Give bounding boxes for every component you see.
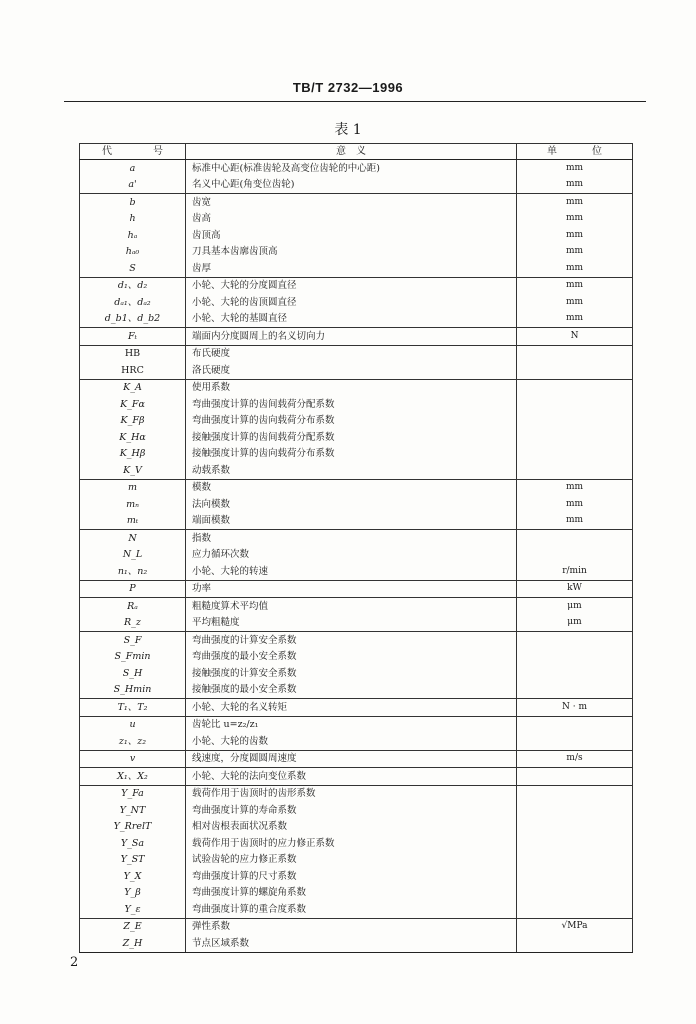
unit-cell bbox=[517, 530, 633, 547]
table-row bbox=[80, 479, 633, 496]
symbol-cell: u bbox=[80, 716, 186, 733]
unit-cell bbox=[517, 901, 633, 918]
symbol-cell: z₁、z₂ bbox=[80, 733, 186, 750]
unit-cell bbox=[517, 345, 633, 362]
unit-cell: mm bbox=[517, 496, 633, 513]
unit-cell: mm bbox=[517, 177, 633, 194]
symbol-cell: S bbox=[80, 260, 186, 277]
symbol-cell: a bbox=[80, 160, 186, 177]
column-header-symbol: 代 号 bbox=[80, 144, 186, 160]
unit-cell bbox=[517, 868, 633, 885]
meaning-cell: 动载系数 bbox=[186, 462, 517, 479]
table-row bbox=[80, 328, 633, 346]
table-row bbox=[80, 379, 633, 396]
meaning-cell: 相对齿根表面状况系数 bbox=[186, 819, 517, 836]
table-row bbox=[80, 177, 633, 194]
unit-cell: mm bbox=[517, 294, 633, 311]
symbol-cell: S_H bbox=[80, 665, 186, 682]
symbol-table bbox=[79, 143, 633, 953]
symbol-cell: S_F bbox=[80, 632, 186, 649]
meaning-cell: 刀具基本齿廓齿顶高 bbox=[186, 244, 517, 261]
meaning-cell: 接触强度的最小安全系数 bbox=[186, 682, 517, 699]
table-row bbox=[80, 885, 633, 902]
unit-cell bbox=[517, 413, 633, 430]
symbol-cell: K_Hα bbox=[80, 429, 186, 446]
table-row bbox=[80, 598, 633, 615]
symbol-cell: Y_RrelT bbox=[80, 819, 186, 836]
table-row bbox=[80, 362, 633, 379]
unit-cell bbox=[517, 665, 633, 682]
unit-cell bbox=[517, 785, 633, 802]
table-row bbox=[80, 311, 633, 328]
meaning-cell: 接触强度计算的齿向载荷分布系数 bbox=[186, 446, 517, 463]
meaning-cell: 弯曲强度计算的螺旋角系数 bbox=[186, 885, 517, 902]
unit-cell: mm bbox=[517, 194, 633, 211]
column-header-unit: 单 位 bbox=[517, 144, 633, 160]
symbol-cell: R_z bbox=[80, 615, 186, 632]
unit-cell: μm bbox=[517, 598, 633, 615]
unit-cell: mm bbox=[517, 160, 633, 177]
table-row bbox=[80, 211, 633, 228]
meaning-cell: 试验齿轮的应力修正系数 bbox=[186, 852, 517, 869]
meaning-cell: 小轮、大轮的法向变位系数 bbox=[186, 768, 517, 786]
unit-cell bbox=[517, 462, 633, 479]
unit-cell bbox=[517, 396, 633, 413]
symbol-cell: K_Fβ bbox=[80, 413, 186, 430]
symbol-cell: HRC bbox=[80, 362, 186, 379]
unit-cell: mm bbox=[517, 513, 633, 530]
meaning-cell: 弹性系数 bbox=[186, 918, 517, 935]
symbol-cell: X₁、X₂ bbox=[80, 768, 186, 786]
unit-cell bbox=[517, 819, 633, 836]
meaning-cell: 齿轮比 u=z₂/z₁ bbox=[186, 716, 517, 733]
symbol-cell: N_L bbox=[80, 547, 186, 564]
meaning-cell: 模数 bbox=[186, 479, 517, 496]
symbol-cell: Z_E bbox=[80, 918, 186, 935]
unit-cell bbox=[517, 835, 633, 852]
symbol-cell: d_b1、d_b2 bbox=[80, 311, 186, 328]
symbol-cell: mₙ bbox=[80, 496, 186, 513]
symbol-cell: Y_Fa bbox=[80, 785, 186, 802]
symbol-cell: n₁、n₂ bbox=[80, 563, 186, 580]
header-rule bbox=[64, 101, 646, 102]
unit-cell bbox=[517, 682, 633, 699]
table-row bbox=[80, 227, 633, 244]
table-row bbox=[80, 632, 633, 649]
symbol-cell: P bbox=[80, 580, 186, 598]
table-row bbox=[80, 750, 633, 768]
symbol-cell: K_Hβ bbox=[80, 446, 186, 463]
meaning-cell: 载荷作用于齿顶时的应力修正系数 bbox=[186, 835, 517, 852]
meaning-cell: 标准中心距(标准齿轮及高变位齿轮的中心距) bbox=[186, 160, 517, 177]
table-row bbox=[80, 513, 633, 530]
table-row bbox=[80, 462, 633, 479]
unit-cell: √MPa bbox=[517, 918, 633, 935]
meaning-cell: 小轮、大轮的转速 bbox=[186, 563, 517, 580]
table-row bbox=[80, 868, 633, 885]
symbol-cell: N bbox=[80, 530, 186, 547]
unit-cell bbox=[517, 429, 633, 446]
page-number: 2 bbox=[70, 955, 79, 970]
meaning-cell: 弯曲强度计算的尺寸系数 bbox=[186, 868, 517, 885]
unit-cell: m/s bbox=[517, 750, 633, 768]
unit-cell: μm bbox=[517, 615, 633, 632]
table-row bbox=[80, 413, 633, 430]
table-row bbox=[80, 918, 633, 935]
meaning-cell: 齿顶高 bbox=[186, 227, 517, 244]
unit-cell: mm bbox=[517, 260, 633, 277]
table-row bbox=[80, 935, 633, 952]
unit-cell bbox=[517, 733, 633, 750]
unit-cell: N bbox=[517, 328, 633, 346]
symbol-cell: K_A bbox=[80, 379, 186, 396]
unit-cell bbox=[517, 885, 633, 902]
symbol-cell: hₐ₀ bbox=[80, 244, 186, 261]
meaning-cell: 法向模数 bbox=[186, 496, 517, 513]
table-row bbox=[80, 345, 633, 362]
standard-code: TB/T 2732—1996 bbox=[292, 80, 404, 95]
unit-cell bbox=[517, 362, 633, 379]
unit-cell: mm bbox=[517, 227, 633, 244]
meaning-cell: 载荷作用于齿顶时的齿形系数 bbox=[186, 785, 517, 802]
meaning-cell: 弯曲强度计算的齿间载荷分配系数 bbox=[186, 396, 517, 413]
meaning-cell: 使用系数 bbox=[186, 379, 517, 396]
unit-cell: kW bbox=[517, 580, 633, 598]
table-row bbox=[80, 429, 633, 446]
meaning-cell: 布氏硬度 bbox=[186, 345, 517, 362]
symbol-cell: K_V bbox=[80, 462, 186, 479]
symbol-cell: Y_Sa bbox=[80, 835, 186, 852]
unit-cell: mm bbox=[517, 311, 633, 328]
table-row bbox=[80, 649, 633, 666]
table-row bbox=[80, 294, 633, 311]
symbol-cell: Y_NT bbox=[80, 802, 186, 819]
symbol-cell: K_Fα bbox=[80, 396, 186, 413]
unit-cell bbox=[517, 802, 633, 819]
unit-cell: mm bbox=[517, 277, 633, 294]
table-row bbox=[80, 496, 633, 513]
unit-cell bbox=[517, 768, 633, 786]
table-row bbox=[80, 716, 633, 733]
meaning-cell: 齿厚 bbox=[186, 260, 517, 277]
symbol-cell: b bbox=[80, 194, 186, 211]
unit-cell bbox=[517, 547, 633, 564]
table-row bbox=[80, 785, 633, 802]
meaning-cell: 齿宽 bbox=[186, 194, 517, 211]
unit-cell bbox=[517, 632, 633, 649]
meaning-cell: 弯曲强度计算的重合度系数 bbox=[186, 901, 517, 918]
meaning-cell: 应力循环次数 bbox=[186, 547, 517, 564]
table-row bbox=[80, 563, 633, 580]
table-caption: 表 1 bbox=[334, 122, 362, 138]
meaning-cell: 弯曲强度计算的寿命系数 bbox=[186, 802, 517, 819]
symbol-cell: Y_ST bbox=[80, 852, 186, 869]
table-row bbox=[80, 901, 633, 918]
meaning-cell: 小轮、大轮的齿数 bbox=[186, 733, 517, 750]
meaning-cell: 线速度，分度圆圆周速度 bbox=[186, 750, 517, 768]
meaning-cell: 齿高 bbox=[186, 211, 517, 228]
symbol-cell: Y_X bbox=[80, 868, 186, 885]
meaning-cell: 端面内分度圆周上的名义切向力 bbox=[186, 328, 517, 346]
meaning-cell: 平均粗糙度 bbox=[186, 615, 517, 632]
table-row bbox=[80, 835, 633, 852]
unit-cell: N · m bbox=[517, 699, 633, 717]
meaning-cell: 接触强度计算的齿间载荷分配系数 bbox=[186, 429, 517, 446]
meaning-cell: 接触强度的计算安全系数 bbox=[186, 665, 517, 682]
symbol-cell: dₐ₁、dₐ₂ bbox=[80, 294, 186, 311]
unit-cell: mm bbox=[517, 244, 633, 261]
symbol-cell: Fₜ bbox=[80, 328, 186, 346]
meaning-cell: 小轮、大轮的基圆直径 bbox=[186, 311, 517, 328]
unit-cell bbox=[517, 935, 633, 952]
symbol-cell: m bbox=[80, 479, 186, 496]
table-row bbox=[80, 699, 633, 717]
meaning-cell: 功率 bbox=[186, 580, 517, 598]
table-row bbox=[80, 194, 633, 211]
meaning-cell: 节点区域系数 bbox=[186, 935, 517, 952]
table-row bbox=[80, 768, 633, 786]
unit-cell bbox=[517, 852, 633, 869]
unit-cell bbox=[517, 379, 633, 396]
table-row bbox=[80, 852, 633, 869]
meaning-cell: 弯曲强度的计算安全系数 bbox=[186, 632, 517, 649]
table-row bbox=[80, 615, 633, 632]
meaning-cell: 名义中心距(角变位齿轮) bbox=[186, 177, 517, 194]
symbol-cell: hₐ bbox=[80, 227, 186, 244]
unit-cell bbox=[517, 716, 633, 733]
symbol-cell: S_Hmin bbox=[80, 682, 186, 699]
table-row bbox=[80, 160, 633, 177]
table-row bbox=[80, 446, 633, 463]
unit-cell: r/min bbox=[517, 563, 633, 580]
symbol-cell: HB bbox=[80, 345, 186, 362]
table-row bbox=[80, 277, 633, 294]
meaning-cell: 弯曲强度的最小安全系数 bbox=[186, 649, 517, 666]
table-row bbox=[80, 682, 633, 699]
table-row bbox=[80, 580, 633, 598]
column-header-meaning: 意 义 bbox=[186, 144, 517, 160]
unit-cell bbox=[517, 649, 633, 666]
symbol-cell: Y_ε bbox=[80, 901, 186, 918]
symbol-cell: mₜ bbox=[80, 513, 186, 530]
table-row bbox=[80, 819, 633, 836]
unit-cell bbox=[517, 446, 633, 463]
meaning-cell: 洛氏硬度 bbox=[186, 362, 517, 379]
table-row bbox=[80, 244, 633, 261]
symbol-cell: S_Fmin bbox=[80, 649, 186, 666]
unit-cell: mm bbox=[517, 479, 633, 496]
symbol-cell: Z_H bbox=[80, 935, 186, 952]
table-row bbox=[80, 260, 633, 277]
meaning-cell: 端面模数 bbox=[186, 513, 517, 530]
symbol-cell: a' bbox=[80, 177, 186, 194]
table-row bbox=[80, 733, 633, 750]
symbol-cell: Y_β bbox=[80, 885, 186, 902]
meaning-cell: 小轮、大轮的分度圆直径 bbox=[186, 277, 517, 294]
meaning-cell: 粗糙度算术平均值 bbox=[186, 598, 517, 615]
table-header-row bbox=[80, 144, 633, 160]
table-row bbox=[80, 396, 633, 413]
meaning-cell: 小轮、大轮的齿顶圆直径 bbox=[186, 294, 517, 311]
table-row bbox=[80, 665, 633, 682]
meaning-cell: 小轮、大轮的名义转矩 bbox=[186, 699, 517, 717]
meaning-cell: 弯曲强度计算的齿向载荷分布系数 bbox=[186, 413, 517, 430]
symbol-cell: h bbox=[80, 211, 186, 228]
symbol-cell: d₁、d₂ bbox=[80, 277, 186, 294]
symbol-cell: Rₐ bbox=[80, 598, 186, 615]
symbol-cell: v bbox=[80, 750, 186, 768]
symbol-cell: T₁、T₂ bbox=[80, 699, 186, 717]
table-row bbox=[80, 802, 633, 819]
meaning-cell: 指数 bbox=[186, 530, 517, 547]
table-row bbox=[80, 547, 633, 564]
unit-cell: mm bbox=[517, 211, 633, 228]
table-row bbox=[80, 530, 633, 547]
